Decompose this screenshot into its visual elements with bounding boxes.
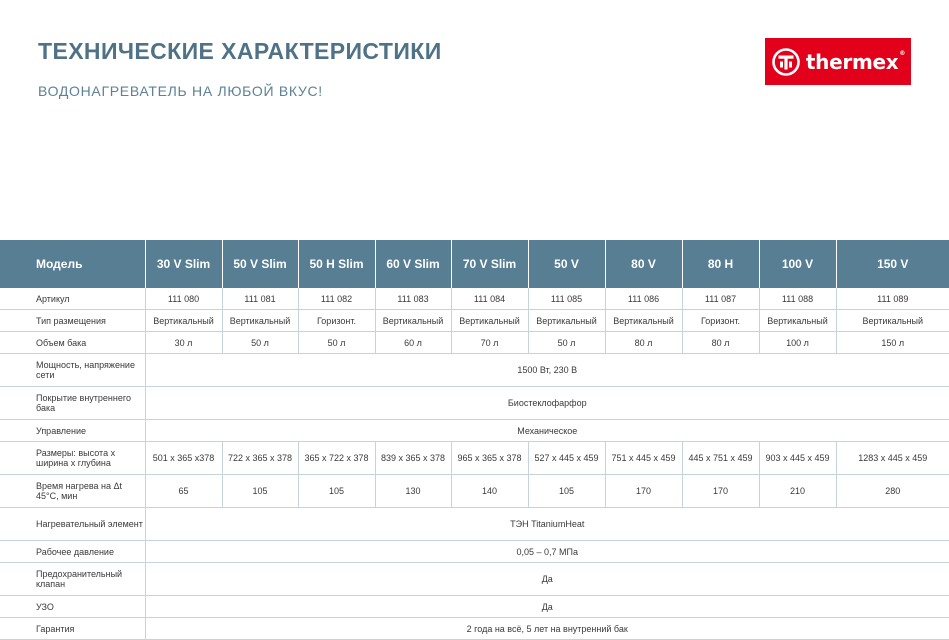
table-cell: 70 л xyxy=(451,332,528,354)
row-label: Управление xyxy=(0,420,145,442)
table-cell: 111 084 xyxy=(451,288,528,310)
table-cell-merged: Да xyxy=(145,596,949,618)
row-label: Нагревательный элемент xyxy=(0,508,145,541)
thermex-emblem-icon xyxy=(771,47,801,77)
row-label: Объем бака xyxy=(0,332,145,354)
model-header: 100 V xyxy=(759,240,836,288)
row-label: Рабочее давление xyxy=(0,541,145,563)
spec-table xyxy=(0,240,949,640)
table-row xyxy=(0,420,949,442)
table-cell: 1283 х 445 х 459 xyxy=(836,442,949,475)
table-cell: 365 х 722 х 378 xyxy=(298,442,375,475)
table-row xyxy=(0,563,949,596)
model-header: 150 V xyxy=(836,240,949,288)
table-cell: Вертикальный xyxy=(605,310,682,332)
table-cell: 80 л xyxy=(682,332,759,354)
table-row xyxy=(0,508,949,541)
table-cell: 722 х 365 х 378 xyxy=(222,442,298,475)
table-cell: 50 л xyxy=(528,332,605,354)
table-cell: 150 л xyxy=(836,332,949,354)
table-row xyxy=(0,387,949,420)
table-cell: 111 089 xyxy=(836,288,949,310)
table-cell: Вертикальный xyxy=(759,310,836,332)
table-cell: 140 xyxy=(451,475,528,508)
table-cell: 105 xyxy=(528,475,605,508)
table-row xyxy=(0,475,949,508)
table-cell: Вертикальный xyxy=(451,310,528,332)
table-cell-merged: ТЭН TitaniumHeat xyxy=(145,508,949,541)
table-row xyxy=(0,596,949,618)
table-cell: 50 л xyxy=(222,332,298,354)
table-cell: 105 xyxy=(222,475,298,508)
page-subtitle: ВОДОНАГРЕВАТЕЛЬ НА ЛЮБОЙ ВКУС! xyxy=(38,83,323,99)
table-cell: 60 л xyxy=(375,332,451,354)
table-cell-merged: Да xyxy=(145,563,949,596)
table-cell: 111 082 xyxy=(298,288,375,310)
table-cell: 965 х 365 х 378 xyxy=(451,442,528,475)
table-cell: 80 л xyxy=(605,332,682,354)
row-label: Предохранительный клапан xyxy=(0,563,145,596)
model-header: 80 H xyxy=(682,240,759,288)
table-cell: 903 х 445 х 459 xyxy=(759,442,836,475)
table-cell: Вертикальный xyxy=(222,310,298,332)
logo-text: thermex® xyxy=(805,49,906,74)
table-cell-merged: 0,05 – 0,7 МПа xyxy=(145,541,949,563)
table-cell: Горизонт. xyxy=(682,310,759,332)
model-header: 70 V Slim xyxy=(451,240,528,288)
table-cell: Вертикальный xyxy=(375,310,451,332)
table-cell: 527 х 445 х 459 xyxy=(528,442,605,475)
table-cell: 170 xyxy=(605,475,682,508)
table-cell: 111 085 xyxy=(528,288,605,310)
table-cell: Горизонт. xyxy=(298,310,375,332)
row-label: Гарантия xyxy=(0,618,145,640)
table-row xyxy=(0,541,949,563)
row-label: Покрытие внутреннего бака xyxy=(0,387,145,420)
table-cell: 111 080 xyxy=(145,288,222,310)
row-label: Артикул xyxy=(0,288,145,310)
model-header: 30 V Slim xyxy=(145,240,222,288)
table-cell: 445 х 751 х 459 xyxy=(682,442,759,475)
table-row xyxy=(0,310,949,332)
table-row xyxy=(0,288,949,310)
table-cell-merged: Механическое xyxy=(145,420,949,442)
table-cell: 111 087 xyxy=(682,288,759,310)
table-cell: 30 л xyxy=(145,332,222,354)
model-header: 80 V xyxy=(605,240,682,288)
table-cell-merged: Биостеклофарфор xyxy=(145,387,949,420)
table-cell: 280 xyxy=(836,475,949,508)
table-cell: Вертикальный xyxy=(145,310,222,332)
table-header-row xyxy=(0,240,949,288)
table-cell: 111 083 xyxy=(375,288,451,310)
table-cell: 751 х 445 х 459 xyxy=(605,442,682,475)
corner-header: Модель xyxy=(0,240,145,288)
table-cell: 65 xyxy=(145,475,222,508)
table-cell: Вертикальный xyxy=(836,310,949,332)
table-cell: 130 xyxy=(375,475,451,508)
table-cell: 111 088 xyxy=(759,288,836,310)
row-label: Мощность, напряжение сети xyxy=(0,354,145,387)
table-cell: 111 081 xyxy=(222,288,298,310)
table-cell: 111 086 xyxy=(605,288,682,310)
page-title: ТЕХНИЧЕСКИЕ ХАРАКТЕРИСТИКИ xyxy=(38,38,442,64)
table-cell: 501 х 365 х378 xyxy=(145,442,222,475)
table-row xyxy=(0,354,949,387)
model-header: 50 V Slim xyxy=(222,240,298,288)
table-row xyxy=(0,332,949,354)
table-cell: 839 х 365 х 378 xyxy=(375,442,451,475)
row-label: Тип размещения xyxy=(0,310,145,332)
table-row xyxy=(0,618,949,640)
table-cell: 170 xyxy=(682,475,759,508)
model-header: 50 V xyxy=(528,240,605,288)
row-label: Размеры: высота х ширина х глубина xyxy=(0,442,145,475)
row-label: Время нагрева на Δt 45°C, мин xyxy=(0,475,145,508)
table-cell: Вертикальный xyxy=(528,310,605,332)
table-cell: 50 л xyxy=(298,332,375,354)
row-label: УЗО xyxy=(0,596,145,618)
table-row xyxy=(0,442,949,475)
table-cell: 210 xyxy=(759,475,836,508)
model-header: 60 V Slim xyxy=(375,240,451,288)
thermex-logo xyxy=(765,38,911,85)
table-cell-merged: 1500 Вт, 230 В xyxy=(145,354,949,387)
model-header: 50 H Slim xyxy=(298,240,375,288)
table-cell-merged: 2 года на всё, 5 лет на внутренний бак xyxy=(145,618,949,640)
table-cell: 100 л xyxy=(759,332,836,354)
table-cell: 105 xyxy=(298,475,375,508)
